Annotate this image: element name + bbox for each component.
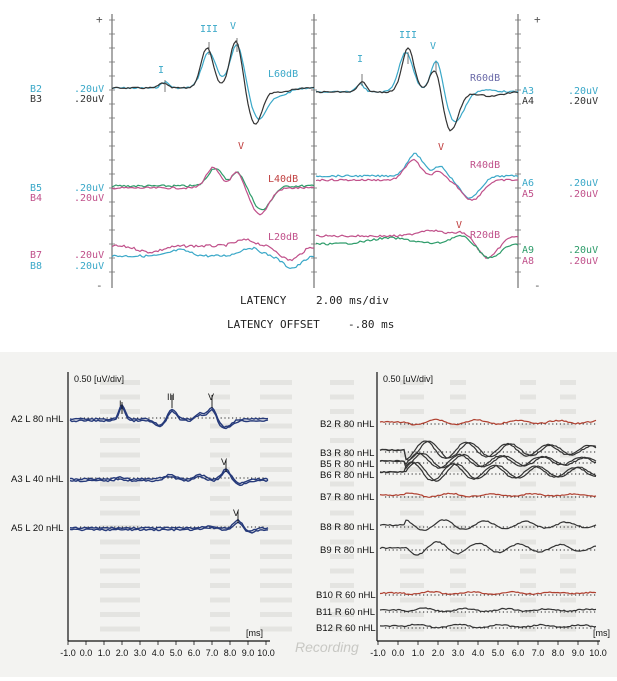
top-plus-left: + [96,13,103,26]
left-ticks-label: -1.0 [60,648,76,658]
top-axis-ticks [109,20,521,272]
bottom-peak-a5-v: V [233,508,240,518]
background-text-smudge [210,598,230,603]
level-label-r60: R60dB [470,73,501,84]
top-abr-panel [0,0,617,340]
background-text-smudge [400,569,424,574]
right-x-ticks [370,641,607,658]
top-peak-l60-iii: III [200,24,219,35]
background-text-smudge [100,511,140,516]
background-text-smudge [520,540,536,545]
background-text-smudge [400,409,424,414]
channel-scale-a6: .20uV [568,178,599,189]
top-peak-r20-v: V [456,220,463,231]
background-text-smudge [450,395,466,400]
background-text-smudge [330,511,354,516]
background-text-smudge [450,511,466,516]
background-text-smudge [260,612,292,617]
right-ticks-label: 2.0 [431,648,445,658]
channel-label-b3: B3 [30,94,43,105]
channel-label-a9: A9 [522,245,535,256]
background-text-smudge [560,569,576,574]
channel-label-a6: A6 [522,178,535,189]
background-text-smudge [560,583,576,588]
background-text-smudge [520,395,536,400]
top-peak-l60-i: I [158,65,165,76]
level-label-l60: L60dB [268,69,299,80]
background-text-smudge [330,540,354,545]
top-plus-right: + [534,13,541,26]
background-text-smudge [330,569,354,574]
background-text-smudge [560,438,576,443]
right-ticks-label: 3.0 [451,648,465,658]
background-text-smudge [210,438,230,443]
left-x-ticks [60,641,275,658]
background-text-smudge [450,380,466,385]
background-text-smudge [100,569,140,574]
background-text-smudge [330,409,354,414]
background-text-smudge [560,598,576,603]
right-ticks-label: 6.0 [511,648,525,658]
background-text-smudge [210,496,230,501]
right-scale-label: 0.50 [uV/div] [383,374,434,384]
bottom-abr-panel [0,352,617,677]
background-text-smudge [100,424,140,429]
background-text-smudge [100,554,140,559]
background-text-smudge [260,540,292,545]
trace-label-a3: A3 L 40 nHL [11,474,64,485]
channel-label-b7: B7 [30,250,43,261]
background-text-smudge [400,395,424,400]
background-text-smudge [330,482,354,487]
background-text-smudge [520,511,536,516]
background-text-smudge [260,627,292,632]
background-text-smudge [260,380,292,385]
background-text-smudge [400,540,424,545]
top-waveforms [112,38,518,268]
left-scale-label: 0.50 [uV/div] [74,374,125,384]
channel-label-b4: B4 [30,193,43,204]
right-ticks-label: 9.0 [571,648,585,658]
trace-label-b10: B10 R 60 nHL [316,590,376,601]
background-text-smudge [210,569,230,574]
background-text-smudge [260,453,292,458]
bottom-peak-a2-i: I [119,399,122,409]
left-ticks-label: 9.0 [241,648,255,658]
channel-label-a5: A5 [522,189,535,200]
background-text-smudge [520,569,536,574]
background-text-smudge [260,482,292,487]
background-text-smudge [330,380,354,385]
background-text-smudge [400,583,424,588]
top-minus-right: - [534,279,541,292]
background-text-smudge [520,438,536,443]
background-text-smudge [400,438,424,443]
trace-a2-0 [70,405,268,428]
background-text-smudge [260,583,292,588]
trace-label-b2: B2 R 80 nHL [320,419,375,430]
channel-scale-b5: .20uV [74,183,105,194]
background-text-smudge [260,424,292,429]
background-text-smudge [260,438,292,443]
background-text-smudge [260,467,292,472]
channel-label-a8: A8 [522,256,535,267]
left-ticks-label: 4.0 [151,648,165,658]
top-peak-r60-iii: III [399,30,418,41]
channel-scale-a9: .20uV [568,245,599,256]
right-ticks-label: 7.0 [531,648,545,658]
background-text-smudge [210,380,230,385]
background-text-smudge [260,395,292,400]
left-ticks-label: 3.0 [133,648,147,658]
background-text-smudge [450,627,466,632]
left-ticks-label: 10.0 [257,648,275,658]
right-ticks-label: 8.0 [551,648,565,658]
right-ticks-label: 4.0 [471,648,485,658]
background-text-smudge [100,438,140,443]
right-ticks-label: -1.0 [370,648,386,658]
background-text-smudge [560,612,576,617]
trace-b10-0 [380,591,596,594]
channel-scale-b2: .20uV [74,84,105,95]
top-peak-r40-v: V [438,142,445,153]
background-text-smudge [560,540,576,545]
background-text-smudge [210,511,230,516]
background-text-smudge [100,467,140,472]
background-text-smudge [260,554,292,559]
top-peak-r60-i: I [357,54,364,65]
top-wave-l60-a [112,45,314,119]
background-text-smudge [450,583,466,588]
background-text-smudge [560,395,576,400]
right-ticks-label: 5.0 [491,648,505,658]
top-peak-r60-v: V [430,41,437,52]
bottom-peak-a2-iii: III [167,392,175,402]
channel-label-a4: A4 [522,96,535,107]
trace-label-a2: A2 L 80 nHL [11,414,64,425]
background-text-smudge [560,511,576,516]
channel-scale-b7: .20uV [74,250,105,261]
background-text-smudge [450,612,466,617]
channel-label-a3: A3 [522,86,535,97]
background-text-smudge [100,496,140,501]
top-minus-left: - [96,279,103,292]
channel-scale-a4: .20uV [568,96,599,107]
background-text-smudge [210,612,230,617]
trace-label-b8: B8 R 80 nHL [320,522,375,533]
level-label-l20: L20dB [268,232,299,243]
background-text-smudge [100,453,140,458]
trace-label-b9: B9 R 80 nHL [320,545,375,556]
background-text-smudge [210,583,230,588]
right-ticks-label: 0.0 [391,648,405,658]
channel-scale-a8: .20uV [568,256,599,267]
background-text-smudge [520,409,536,414]
background-text-smudge [400,598,424,603]
background-text-smudge [450,569,466,574]
left-ticks-label: 2.0 [115,648,129,658]
background-text-smudge [450,409,466,414]
left-ticks-label: 5.0 [169,648,183,658]
background-text-smudge [330,395,354,400]
background-text-smudge [260,409,292,414]
top-wave-r60-a [316,53,518,122]
background-text-smudge [330,583,354,588]
latency-value: 2.00 ms/div [316,294,389,307]
trace-label-b12: B12 R 60 nHL [316,623,376,634]
background-text-smudge [100,540,140,545]
trace-label-b5: B5 R 80 nHL [320,459,375,470]
background-text-smudge [400,612,424,617]
background-text-smudge [560,409,576,414]
top-peak-l60-v: V [230,21,237,32]
background-text-smudge [100,583,140,588]
trace-b11-0 [380,608,596,612]
background-text-smudge [520,612,536,617]
top-abr-chart [0,0,617,340]
background-text-smudge [260,598,292,603]
left-unit-label: [ms] [246,628,263,638]
background-text-smudge [520,598,536,603]
background-text-smudge [520,380,536,385]
background-text-smudge [400,627,424,632]
background-text-smudge [560,380,576,385]
channel-label-b2: B2 [30,84,43,95]
channel-scale-a5: .20uV [568,189,599,200]
trace-label-a5: A5 L 20 nHL [11,523,64,534]
right-unit-label: [ms] [593,628,610,638]
background-text-smudge [520,583,536,588]
left-ticks-label: 7.0 [205,648,219,658]
background-text-smudge [560,482,576,487]
background-text-smudge [520,482,536,487]
channel-scale-b3: .20uV [74,94,105,105]
channel-scale-b4: .20uV [74,193,105,204]
trace-label-b11: B11 R 60 nHL [316,607,375,618]
left-ticks-label: 1.0 [97,648,111,658]
recording-watermark: Recording [295,639,359,655]
level-label-l40: L40dB [268,174,299,185]
background-text-smudge [450,598,466,603]
channel-label-b8: B8 [30,261,43,272]
background-text-smudge [520,554,536,559]
channel-label-b5: B5 [30,183,43,194]
bottom-peak-a3-v: V [221,457,228,467]
bottom-peak-a2-v: V [208,392,215,402]
background-text-smudge [260,569,292,574]
background-text-smudge [400,554,424,559]
background-text-smudge [210,627,230,632]
trace-label-b7: B7 R 80 nHL [320,492,375,503]
channel-scale-b8: .20uV [74,261,105,272]
background-text-smudge [400,511,424,516]
latency-offset-label: LATENCY OFFSET [227,318,320,331]
right-ticks-label: 1.0 [411,648,425,658]
left-ticks-label: 0.0 [79,648,93,658]
background-text-smudge [210,554,230,559]
background-text-smudge [100,482,140,487]
latency-offset-value: -.80 ms [348,318,395,331]
top-peak-l40-v: V [238,141,245,152]
background-text-smudge [260,511,292,516]
left-ticks-label: 6.0 [187,648,201,658]
trace-label-b6: B6 R 80 nHL [320,470,375,481]
right-ticks-label: 10.0 [589,648,607,658]
level-label-r20: R20dB [470,230,501,241]
background-text-smudge [100,627,140,632]
background-text-smudge [210,540,230,545]
background-text-smudge [450,482,466,487]
background-text-smudge [560,554,576,559]
background-text-smudge [330,438,354,443]
trace-label-b3: B3 R 80 nHL [320,448,375,459]
background-text-smudge [210,482,230,487]
background-text-smudge [450,540,466,545]
background-text-smudge [400,482,424,487]
bottom-abr-chart [0,352,617,677]
channel-scale-a3: .20uV [568,86,599,97]
left-ticks-label: 8.0 [223,648,237,658]
level-label-r40: R40dB [470,160,501,171]
background-text-smudge [100,612,140,617]
background-text-smudge [260,496,292,501]
latency-label: LATENCY [240,294,287,307]
top-wave-l60-b [112,41,314,124]
background-text-smudge [100,598,140,603]
